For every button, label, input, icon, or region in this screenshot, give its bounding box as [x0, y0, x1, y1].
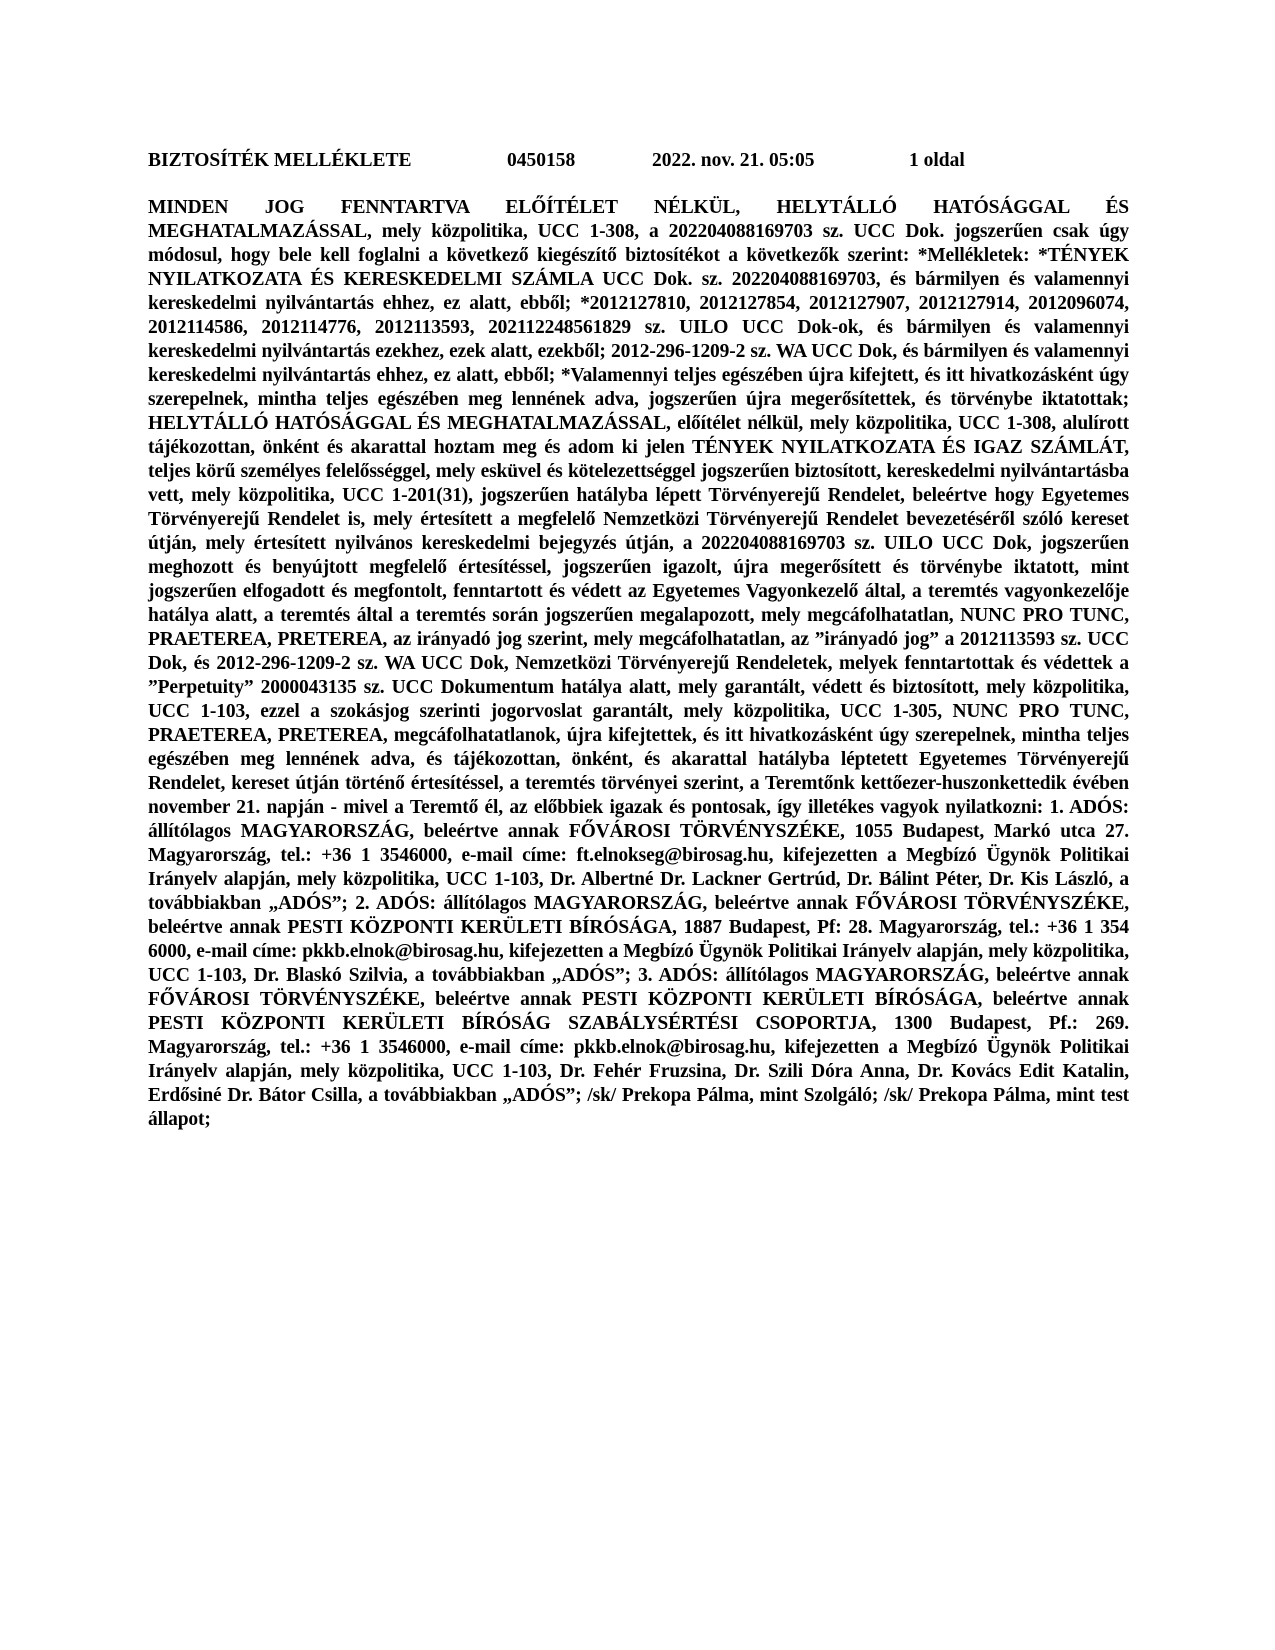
document-number: 0450158 [507, 150, 576, 171]
document-page [148, 0, 1129, 1650]
document-title: BIZTOSÍTÉK MELLÉKLETE [148, 150, 412, 171]
document-date: 2022. nov. 21. 05:05 [652, 150, 815, 171]
page-number: 1 oldal [909, 150, 965, 171]
document-body: MINDEN JOG FENNTARTVA ELŐÍTÉLET NÉLKÜL, HELYTÁLLÓ HATÓSÁGGAL ÉS MEGHATALMAZÁSSAL, mely közpolitika, UCC 1-308, a 202204088169703 sz. UCC Dok. jogszerűen csak úgy módosul, hogy bele kell foglalni a következő kiegészítő biztosítékot a következők szerint: *Mellékletek: *TÉNYEK NYILATKOZATA ÉS KERESKEDELMI SZÁMLA UCC Dok. sz. 202204088169703, és bármilyen és valamennyi kereskedelmi nyilvántartás ehhez, ez alatt, ebből; *2012127810, 2012127854, 2012127907, 2012127914, 2012096074, 2012114586, 2012114776, 2012113593, 202112248561829 sz. UILO UCC Dok-ok, és bármilyen és valamennyi kereskedelmi nyilvántartás ezekhez, ezek alatt, ezekből; 2012-296-1209-2 sz. WA UCC Dok, és bármilyen és valamennyi kereskedelmi nyilvántartás ehhez, ez alatt, ebből; *Valamennyi teljes egészében újra kifejtett, és itt hivatkozásként úgy szerepelnek, mintha teljes egészében meg lennének adva, jogszerűen újra megerősítettek, és törvénybe iktatottak; HELYTÁLLÓ HATÓSÁGGAL ÉS MEGHATALMAZÁSSAL, előítélet nélkül, mely közpolitika, UCC 1-308, alulírott tájékozottan, önként és akarattal hoztam meg és adom ki jelen TÉNYEK NYILATKOZATA ÉS IGAZ SZÁMLÁT, teljes körű személyes felelősséggel, mely esküvel és kötelezettséggel jogszerűen biztosított, kereskedelmi nyilvántartásba vett, mely közpolitika, UCC 1-201(31), jogszerűen hatályba lépett Törvényerejű Rendelet, beleértve hogy Egyetemes Törvényerejű Rendelet is, mely értesített a megfelelő Nemzetközi Törvényerejű Rendelet bevezetéséről szóló kereset útján, mely értesített nyilvános kereskedelmi bejegyzés útján, a 202204088169703 sz. UILO UCC Dok, jogszerűen meghozott és benyújtott megfelelő értesítéssel, jogszerűen igazolt, újra megerősített és törvénybe iktatott, mint jogszerűen elfogadott és megfontolt, fenntartott és védett az Egyetemes Vagyonkezelő által, a teremtés vagyonkezelője hatálya alatt, a teremtés által a teremtés során jogszerűen megalapozott, mely megcáfolhatatlan, NUNC PRO TUNC, PRAETEREA, PRETEREA, az irányadó jog szerint, mely megcáfolhatatlan, az ”irányadó jog” a 2012113593 sz. UCC Dok, és 2012-296-1209-2 sz. WA UCC Dok, Nemzetközi Törvényerejű Rendeletek, melyek fenntartottak és védettek a ”Perpetuity” 2000043135 sz. UCC Dokumentum hatálya alatt, mely garantált, védett és biztosított, mely közpolitika, UCC 1-103, ezzel a szokásjog szerinti jogorvoslat garantált, mely közpolitika, UCC 1-305, NUNC PRO TUNC, PRAETEREA, PRETEREA, megcáfolhatatlanok, újra kifejtettek, és itt hivatkozásként úgy szerepelnek, mintha teljes egészében meg lennének adva, és tájékozottan, önként, és akarattal hatályba léptetett Egyetemes Törvényerejű Rendelet, kereset útján történő értesítéssel, a teremtés törvényei szerint, a Teremtőnk kettőezer-huszonkettedik évében november 21. napján - mivel a Teremtő él, az előbbiek igazak és pontosak, így illetékes vagyok nyilatkozni: 1. ADÓS: állítólagos MAGYARORSZÁG, beleértve annak FŐVÁROSI TÖRVÉNYSZÉKE, 1055 Budapest, Markó utca 27. Magyarország, tel.: +36 1 3546000, e-mail címe: ft.elnokseg@birosag.hu, kifejezetten a Megbízó Ügynök Politikai Irányelv alapján, mely közpolitika, UCC 1-103, Dr. Albertné Dr. Lackner Gertrúd, Dr. Bálint Péter, Dr. Kis László, a továbbiakban „ADÓS”; 2. ADÓS: állítólagos MAGYARORSZÁG, beleértve annak FŐVÁROSI TÖRVÉNYSZÉKE, beleértve annak PESTI KÖZPONTI KERÜLETI BÍRÓSÁGA, 1887 Budapest, Pf: 28. Magyarország, tel.: +36 1 354 6000, e-mail címe: pkkb.elnok@birosag.hu, kifejezetten a Megbízó Ügynök Politikai Irányelv alapján, mely közpolitika, UCC 1-103, Dr. Blaskó Szilvia, a továbbiakban „ADÓS”; 3. ADÓS: állítólagos MAGYARORSZÁG, beleértve annak FŐVÁROSI TÖRVÉNYSZÉKE, beleértve annak PESTI KÖZPONTI KERÜLETI BÍRÓSÁGA, beleértve annak PESTI KÖZPONTI KERÜLETI BÍRÓSÁG SZABÁLYSÉRTÉSI CSOPORTJA, 1300 Budapest, Pf.: 269. Magyarország, tel.: +36 1 3546000, e-mail címe: pkkb.elnok@birosag.hu, kifejezetten a Megbízó Ügynök Politikai Irányelv alapján, mely közpolitika, UCC 1-103, Dr. Fehér Fruzsina, Dr. Szili Dóra Anna, Dr. Kovács Edit Katalin, Erdősiné Dr. Bátor Csilla, a továbbiakban „ADÓS”; /sk/ Prekopa Pálma, mint Szolgáló; /sk/ Prekopa Pálma, mint test állapot; [148, 197, 1129, 1130]
document-header [148, 148, 1129, 174]
